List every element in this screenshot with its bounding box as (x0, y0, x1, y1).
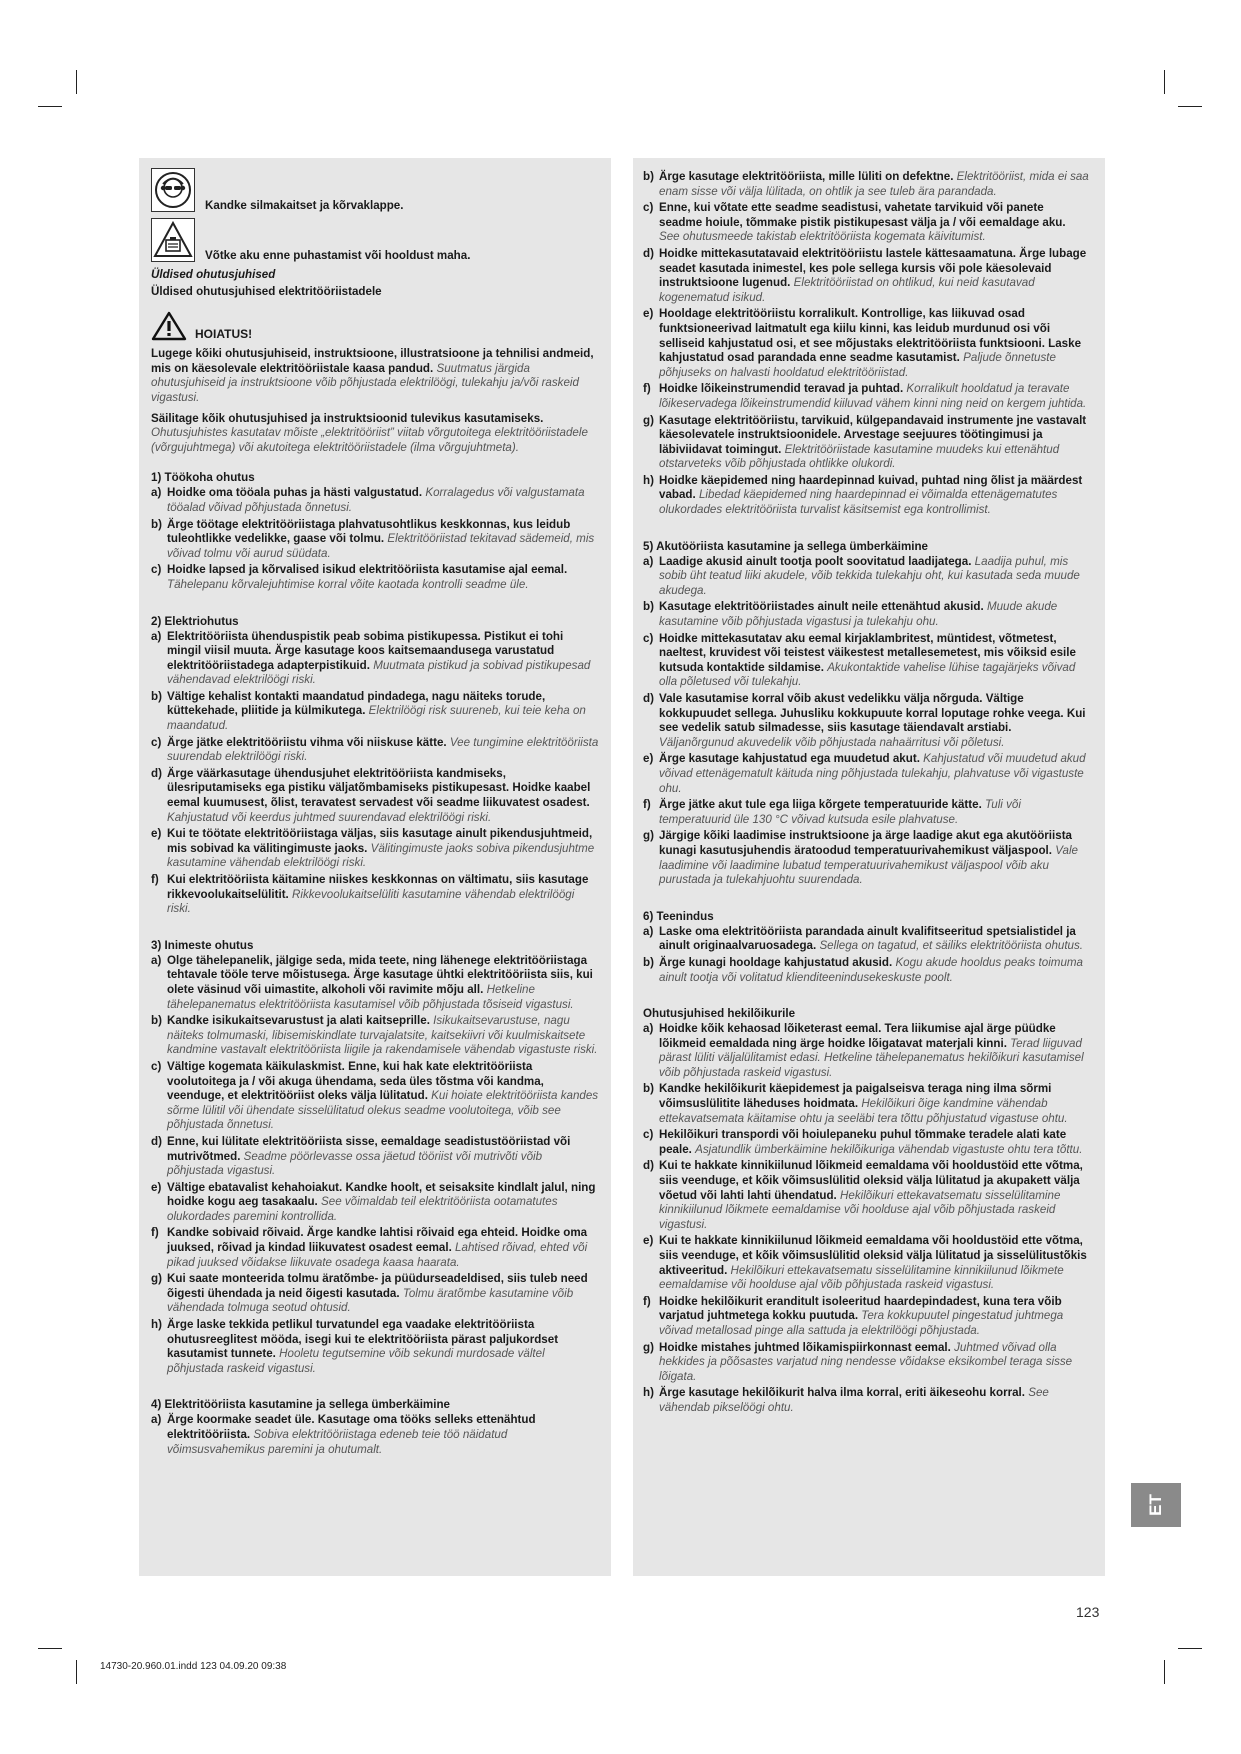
item-italic-text: Kogu akude hooldus peaks toimuma ainult tootja või volitatud klienditeenindusekeskuste poolt. (659, 955, 1083, 984)
item-letter: f) (151, 1226, 159, 1240)
item-bold-text: Kasutage elektritööriistu, tarvikuid, külgepandavaid instrumente jne vastavalt käesolevatele instruktsioonidele. Arvestage seejuures töötingimusi ja läbiviidavat toimingut. (659, 413, 1087, 456)
item-italic-text: See vähendab pikselöögi ohtu. (659, 1386, 1049, 1414)
item-italic-text: Korralikult hooldatud ja teravate lõikeservadega lõikeinstrumendid kiiluvad vähem kinni ning neid on kergem juhtida. (659, 382, 1087, 410)
item-italic-text: Väljanõrgunud akuvedelik võib põhjustada nahaärritusi või põletusi. (659, 735, 1005, 749)
item-bold-text: Kandke isikukaitsevarustust ja alati kaitseprille. (167, 1014, 430, 1028)
warning-text (151, 347, 599, 405)
item-bold-text: Hoidke mittekasutatav aku eemal kirjaklambritest, müntidest, võtmetest, naeltest, kruvidest või teistest väikestest metallesemetest, mis võiksid esile kutsuda kontaktide sildamise. (659, 631, 1076, 674)
list-item (151, 518, 599, 562)
item-letter: b) (643, 955, 654, 969)
item-body (659, 1341, 1089, 1385)
item-bold-text: Kui elektritööriista käitamine niiskes keskkonnas on vältimatu, siis kasutage rikkevoolukaitselülitit. (167, 873, 589, 901)
item-letter: b) (643, 1082, 654, 1096)
list-item (643, 1386, 1089, 1415)
list-item (643, 555, 1089, 599)
section-title: 3) Inimeste ohutus (151, 938, 254, 952)
keep-italic: Ohutusjuhistes kasutatav mõiste „elektritööriist” viitab võrgutoitega elektritööriistadele (võrgujuhtmega) või akutoitega elektritööriistadele (ilma võrgujuhtmeta). (151, 426, 588, 454)
item-bold-text: Kui te hakkate kinnikiilunud lõikmeid eemaldama või hooldustöid ette võtma, siis veenduge, et kõik võimsuslülitid oleksid välja lülitatud ja akupakett välja võetud või lahti lahti ühendatud. (659, 1159, 1083, 1202)
item-letter: c) (151, 735, 162, 749)
item-bold-text: Ärge kasutage kahjustatud ega muudetud akut. (659, 752, 920, 766)
item-body (659, 382, 1089, 411)
list-item (643, 1295, 1089, 1339)
list-item (151, 690, 599, 734)
item-italic-text: See ohutusmeede takistab elektritööriista kogemata käivitumist. (659, 230, 986, 244)
item-body (659, 307, 1089, 380)
item-letter: g) (643, 829, 654, 843)
item-body (167, 1181, 599, 1225)
item-italic-text: Kui hoiate elektritööriista kandes sõrme lülitil või ühendate sisselülitatud olekus seadme voolutoitega, võib see põhjustada õnnetusi. (167, 1089, 599, 1132)
item-italic-text: Muude akude kasutamine võib põhjustada vigastusi ja tulekahju ohu. (659, 600, 1058, 629)
list-item (643, 1341, 1089, 1385)
item-letter: a) (151, 953, 162, 967)
item-body (167, 1226, 599, 1270)
list-item (151, 736, 599, 765)
item-body (659, 1082, 1089, 1126)
item-letter: b) (643, 170, 654, 183)
list-item (151, 1181, 599, 1225)
list-item (643, 247, 1089, 305)
item-body (659, 1386, 1089, 1415)
item-body (659, 414, 1089, 472)
list-item (643, 382, 1089, 411)
item-italic-text: Juhtmed võivad olla hekkides ja põõsastes varjatud ning nendesse võidakse eksikombel teraga sisse lõigata. (659, 1340, 1073, 1383)
item-letter: g) (643, 1340, 654, 1354)
section (151, 471, 599, 592)
language-tab (1131, 1483, 1181, 1527)
item-letter: a) (643, 924, 654, 938)
item-bold-text: Ärge kasutage elektritööriista, mille lüliti on defektne. (659, 170, 954, 183)
item-letter: h) (643, 1386, 654, 1400)
section (643, 910, 1089, 985)
crop-mark (1178, 106, 1202, 107)
item-letter: a) (151, 1413, 162, 1427)
list-item (643, 600, 1089, 629)
item-italic-text: Vale laadimine või laadimine lubatud temperatuurivahemikust väljaspool võib aku purustada ja tulekahjuohtu suurendada. (659, 843, 1079, 887)
item-italic-text: Asjatundlik ümberkäimine hekilõikuriga vähendab vigastuste ohtu tera tõttu. (695, 1142, 1083, 1156)
item-letter: a) (151, 486, 162, 500)
crop-mark (76, 70, 77, 94)
item-body (167, 563, 599, 592)
item-italic-text: Välitingimuste jaoks sobiva pikendusjuhtme kasutamine vähendab elektrilöögi riski. (167, 841, 595, 870)
item-letter: b) (151, 689, 162, 703)
battery-label: Võtke aku enne puhastamist või hooldust maha. (205, 249, 471, 262)
item-body (659, 201, 1089, 245)
item-bold-text: Vale kasutamise korral võib akust vedelikku välja nõrguda. Vältige kokkupuudet sellega. Juhusliku kokkupuute korral loputage rohke veega. Kui see vedelik satub silmadesse, siis kasutage täiendavalt arstiabi. (659, 692, 1086, 735)
item-bold-text: Ärge jätke elektritööriistu vihma või niiskuse kätte. (167, 735, 447, 749)
print-footer: 14730-20.960.01.indd 123 04.09.20 09:38 (100, 1661, 287, 1672)
item-italic-text: Hekilõikuri õige kandmine vähendab ettekavatsemata käitamise ohtu ja seeläbi tera tõttu põhjustatud vigastuse ohtu. (659, 1097, 1068, 1125)
item-italic-text: See võimaldab teil elektritööriista ootamatutes olukordades paremini kontrollida. (167, 1195, 558, 1223)
item-bold-text: Kandke sobivaid rõivaid. Ärge kandke lahtisi rõivaid ega ehteid. Hoidke oma juuksed, rõivad ja kindad liikuvatest osadest eemal. (167, 1226, 588, 1255)
item-letter: b) (151, 1014, 162, 1028)
list-item (643, 201, 1089, 245)
list-item (151, 1272, 599, 1316)
item-body (167, 1413, 599, 1457)
list-item (151, 630, 599, 688)
item-bold-text: Hekilõikuri transpordi või hoiulepaneku puhul tõmmake teradele alati kate peale. (659, 1128, 1067, 1156)
item-body (659, 1022, 1089, 1080)
list-item (643, 474, 1089, 518)
item-bold-text: Laadige akusid ainult tootja poolt soovitatud laadijatega. (659, 554, 972, 568)
section-title: 4) Elektritööriista kasutamine ja sellega ümberkäimine (151, 1398, 450, 1412)
section (151, 615, 599, 917)
section-title: 6) Teenindus (643, 909, 714, 923)
item-body (659, 925, 1089, 954)
item-italic-text: Tolmu äratõmbe kasutamine võib vähendada tolmuga seotud ohtusid. (167, 1286, 574, 1315)
crop-mark (1164, 70, 1165, 94)
item-letter: e) (151, 827, 162, 841)
item-body (659, 170, 1089, 199)
right-column (633, 158, 1105, 1576)
list-item (151, 486, 599, 515)
section (643, 540, 1089, 888)
section (151, 939, 599, 1377)
item-bold-text: Hoidke kõik kehaosad lõiketerast eemal. Tera liikumise ajal ärge püüdke lõikmeid eemaldada ning ärge hoidke lõigatavat materjali kinni. (659, 1022, 1056, 1050)
item-bold-text: Hoidke mistahes juhtmed lõikamispiirkonnast eemal. (659, 1340, 951, 1354)
section (643, 1007, 1089, 1415)
item-italic-text: Elektritööriistade kasutamine muudeks kui ettenähtud otstarveteks võib põhjustada ohtlikke olukordi. (659, 442, 1060, 471)
item-italic-text: Hooletu tegutsemine võib sekundi murdosade vältel põhjustada raskeid vigastusi. (167, 1347, 545, 1375)
item-bold-text: Kui saate monteerida tolmu äratõmbe- ja püüdurseadeldised, siis tuleb need õigesti ühendada ja neid õigesti kasutada. (167, 1272, 588, 1300)
item-body (167, 1318, 599, 1376)
item-bold-text: Ärge laske tekkida petlikul turvatundel ega vaadake elektritööriista ohutusreeglitest mööda, isegi kui te elektritööriista pärast paljukordset kasutamist tunnete. (167, 1318, 559, 1361)
keep-bold: Säilitage kõik ohutusjuhised ja instruktsioonid tulevikus kasutamiseks. (151, 411, 544, 425)
item-body (167, 518, 599, 562)
item-body (659, 1234, 1089, 1292)
section-title: 1) Töökoha ohutus (151, 471, 255, 485)
list-item (643, 632, 1089, 690)
list-item (151, 1318, 599, 1376)
item-bold-text: Hoidke oma tööala puhas ja hästi valgustatud. (167, 486, 423, 500)
warning-bold: Lugege kõiki ohutusjuhiseid, instruktsioone, illustratsioone ja tehnilisi andmeid, mis on käesolevale elektritööriistale kaasa pandud. (151, 347, 594, 375)
item-letter: b) (643, 600, 654, 614)
crop-mark (1164, 1660, 1165, 1684)
item-italic-text: Isikukaitsevarustuse, nagu näiteks tolmumaski, libisemiskindlate turvajalatsite, kaitsekiivri või kuulmiskaitsete kandmine vastavalt elektritööriista liigile ja rakendamisele vähendab vigastuste riski. (167, 1014, 598, 1057)
item-italic-text: Hekilõikuri ettekavatsematu sisselülitamine kinnikiilunud lõikmete eemaldamise või hoolduse ajal võib põhjustada raskeid vigastusi. (659, 1188, 1061, 1231)
list-item (643, 829, 1089, 887)
list-item (643, 1022, 1089, 1080)
list-item (643, 925, 1089, 954)
item-italic-text: Elektritööriistad on ohtlikud, kui neid kasutavad kogenematud isikud. (659, 276, 1035, 304)
item-letter: f) (151, 873, 159, 886)
item-body (167, 954, 599, 1012)
list-item (643, 307, 1089, 380)
item-body (167, 827, 599, 871)
item-bold-text: Laske oma elektritööriista parandada ainult kvalifitseeritud spetsialistidel ja ainult originaalvaruosadega. (659, 924, 1076, 953)
item-body (167, 873, 599, 917)
list-item (643, 752, 1089, 796)
item-italic-text: Hetkeline tähelepanematus elektritööriista kasutamisel võib põhjustada tõsiseid vigastusi. (167, 982, 574, 1011)
crop-mark (76, 1660, 77, 1684)
goggles-label: Kandke silmakaitset ja kõrvaklappe. (205, 199, 404, 212)
list-item (643, 170, 1089, 199)
item-letter: a) (151, 629, 162, 643)
item-bold-text: Ärge kasutage hekilõikurit halva ilma korral, eriti äikeseohu korral. (659, 1386, 1025, 1400)
warning-label: HOIATUS! (195, 327, 253, 342)
item-italic-text: Laadija puhul, mis sobib üht teatud liiki akudele, võib tekkida tulekahju oht, kui kasutada seda muude akudega. (659, 554, 1080, 597)
list-item (151, 767, 599, 825)
item-body (659, 1128, 1089, 1157)
list-item (151, 1060, 599, 1133)
item-letter: b) (151, 517, 162, 531)
item-letter: e) (151, 1180, 162, 1194)
item-body (167, 1060, 599, 1133)
item-body (167, 690, 599, 734)
crop-mark (1178, 1648, 1202, 1649)
item-body (167, 767, 599, 825)
item-bold-text: Ärge koormake seadet üle. Kasutage oma tööks selleks ettenähtud elektritööriista. (167, 1413, 536, 1441)
item-body (167, 486, 599, 515)
item-italic-text: Lahtised rõivad, ehted või pikad juuksed võidakse liikuvate osadega kaasa haarata. (167, 1241, 588, 1269)
list-item (643, 1082, 1089, 1126)
item-letter: f) (643, 798, 651, 812)
item-letter: f) (643, 382, 651, 396)
item-letter: d) (151, 1134, 162, 1148)
item-letter: h) (643, 473, 654, 487)
crop-mark (38, 1648, 62, 1649)
item-letter: d) (643, 246, 654, 260)
item-letter: d) (151, 766, 162, 780)
item-bold-text: Enne, kui lülitate elektritööriista sisse, eemaldage seadistustööriistad või mutrivõtmed. (167, 1134, 571, 1163)
item-letter: d) (643, 692, 654, 705)
goggles-row (151, 168, 599, 212)
item-bold-text: Hoidke lõikeinstrumendid teravad ja puhtad. (659, 382, 904, 396)
item-italic-text: Sellega on tagatud, et säiliks elektritööriista ohutus. (819, 939, 1084, 953)
item-bold-text: Hoidke käepidemed ning haardepinnad kuivad, puhtad ning õlist ja määrdest vabad. (659, 473, 1083, 502)
item-italic-text: Vee tungimine elektritööriista suurendab elektrilöögi riski. (167, 735, 599, 764)
section (151, 1398, 599, 1457)
general-heading: Üldised ohutusjuhised elektritööriistadele (151, 284, 382, 298)
item-body (659, 798, 1089, 827)
section-title: 5) Akutööriista kasutamine ja sellega ümberkäimine (643, 539, 929, 553)
item-italic-text: Paljude õnnetuste põhjuseks on halvasti hooldatud elektritööriistad. (659, 351, 1056, 379)
item-body (659, 474, 1089, 518)
item-bold-text: Hoidke mittekasutatavaid elektritööriistu lastele kättesaamatuna. Ärge lubage seadet kasutada inimestel, kes pole sellega kursis või pole käesolevaid instruktsioone lugenud. (659, 246, 1087, 290)
item-italic-text: Tähelepanu kõrvalejuhtimise korral võite kaotada kontrolli seadme üle. (167, 577, 529, 591)
item-italic-text: Terad liiguvad pärast lüliti väljalülitamist edasi. Hetkeline tähelepanematus hekilõikuri kasutamisel võib põhjustada raskeid vigastusi. (659, 1036, 1084, 1079)
list-item (151, 1014, 599, 1058)
item-italic-text: Akukontaktide vahelise lühise tagajärjeks võivad olla põletused või tulekahju. (659, 660, 1076, 689)
item-bold-text: Hoidke hekilõikurit eranditult isoleeritud haardepindadest, kuna tera võib varjatud juhtmetega kokku puutuda. (659, 1294, 1062, 1323)
item-bold-text: Enne, kui võtate ette seadme seadistusi, vahetate tarvikuid või panete seadme hoiule, tõmmake pistik pistikupesast välja ja / või eemaldage aku. (659, 201, 1066, 229)
item-body (659, 632, 1089, 690)
item-bold-text: Ärge jätke akut tule ega liiga kõrgete temperatuuride kätte. (659, 798, 982, 812)
item-body (659, 692, 1089, 750)
goggles-ear-protection-icon (151, 168, 195, 212)
item-body (659, 1159, 1089, 1232)
list-item (643, 1159, 1089, 1232)
item-body (167, 1135, 599, 1179)
list-item (643, 692, 1089, 750)
list-item (643, 798, 1089, 827)
page-number: 123 (1076, 1604, 1100, 1620)
item-italic-text: Muutmata pistikud ja sobivad pistikupesad vähendavad elektrilöögi riski. (167, 658, 591, 687)
item-letter: c) (151, 563, 162, 577)
warning-row (151, 311, 599, 341)
section-title: Ohutusjuhised hekilõikurile (643, 1007, 796, 1021)
list-item (151, 1413, 599, 1457)
item-bold-text: Hooldage elektritööriistu korralikult. Kontrollige, kas liikuvad osad funktsioneerivad laitmatult ega kiilu kinni, kas leidub murdunud osi või selliseid kahjustatud osi, et see mõjustaks elektritööriista funktsiooni. Laske kahjustatud osad parandada enne seadme kasutamist. (659, 307, 1082, 365)
section (643, 170, 1089, 518)
item-italic-text: Rikkevoolukaitselüliti kasutamine vähendab elektrilöögi riski. (167, 887, 575, 916)
list-item (151, 1135, 599, 1179)
item-bold-text: Ärge väärkasutage ühendusjuhet elektritööriista kandmiseks, ülesriputamiseks ega pistiku väljatõmbamiseks pistikupesast. Hoidke kaabel eemal kuumusest, õlist, teravatest servadest või seadme liikuvatest osadest. (167, 766, 591, 810)
item-bold-text: Ärge kunagi hooldage kahjustatud akusid. (659, 955, 893, 969)
item-bold-text: Vältige kogemata käikulaskmist. Enne, kui hak kate elektritööriista voolutoitega ja / või akuga ühendama, seda üles tõstma või kandma, veenduge, et elektritööriist oleks välja lülitatud. (167, 1059, 544, 1103)
item-bold-text: Kandke hekilõikurit käepidemest ja paigalseisva teraga ning ilma sõrmi võimsuslülitite läheduses hoidmata. (659, 1082, 1052, 1111)
item-body (167, 1272, 599, 1316)
item-italic-text: Elektrilöögi risk suureneb, kui teie keha on maandatud. (167, 704, 586, 733)
item-italic-text: Korralagedus või valgustamata tööalad võivad põhjustada õnnetusi. (167, 486, 585, 514)
left-column (139, 158, 611, 1576)
item-body (167, 1014, 599, 1058)
item-italic-text: Elektritööriistad tekitavad sädemeid, mis võivad tolmu või aurud süüdata. (167, 532, 595, 560)
item-letter: c) (643, 1128, 654, 1142)
item-italic-text: Hekilõikuri ettekavatsematu sisselülitamine kinnikiilunud lõikmete eemaldamise või hoolduse ajal võib põhjustada raskeid vigastusi. (659, 1263, 1064, 1292)
list-item (643, 1234, 1089, 1292)
warning-italic: Suutmatus järgida ohutusjuhiseid ja instruktsioone võib põhjustada elektrilöögi, tulekahju ja/või raskeid vigastusi. (151, 361, 579, 404)
item-italic-text: Seadme pöörlevasse ossa jäetud tööriist või mutrivõti võib põhjustada vigastusi. (167, 1149, 543, 1178)
crop-mark (38, 106, 62, 107)
item-letter: g) (643, 413, 654, 427)
item-italic-text: Kahjustatud või keerdus juhtmed suurendavad elektrilöögi riski. (167, 810, 492, 824)
list-item (151, 873, 599, 917)
item-letter: e) (643, 752, 654, 766)
section-title: 2) Elektriohutus (151, 614, 239, 628)
item-body (659, 1295, 1089, 1339)
item-body (167, 630, 599, 688)
list-item (643, 414, 1089, 472)
item-italic-text: Tera kokkupuutel pingestatud juhtmega võivad metallosad pinge alla sattuda ja elektrilöögi põhjustada. (659, 1309, 1064, 1337)
item-letter: a) (643, 1022, 654, 1036)
item-bold-text: Vältige kehalist kontakti maandatud pindadega, nagu näiteks torude, küttekehade, pliitide ja külmikutega. (167, 689, 546, 718)
remove-battery-icon (151, 218, 195, 262)
item-italic-text: Kahjustatud või muudetud akud võivad ettenägematult käituda ning põhjustada tulekahju, plahvatuse või vigastuste ohu. (659, 752, 1086, 795)
item-bold-text: Elektritööriista ühenduspistik peab sobima pistikupessa. Pistikut ei tohi mingil viisil muuta. Ärge kasutage koos kaitsemaandusega varustatud elektritööriistadega adapterpistikuid. (167, 629, 564, 672)
item-body (659, 555, 1089, 599)
item-bold-text: Kui te töötate elektritööriistaga väljas, siis kasutage ainult pikendusjuhtmeid, mis sobivad ka välitingimuste jaoks. (167, 827, 593, 855)
item-italic-text: Tuli või temperatuurid üle 130 °C võivad kutsuda esile plahvatuse. (659, 798, 1021, 826)
item-letter: c) (643, 631, 654, 645)
warning-triangle-icon (151, 311, 187, 341)
item-letter: c) (643, 201, 654, 215)
item-letter: h) (151, 1318, 162, 1332)
item-body (659, 600, 1089, 629)
general-heading-italic: Üldised ohutusjuhised (151, 268, 276, 281)
list-item (151, 1226, 599, 1270)
list-item (151, 954, 599, 1012)
item-bold-text: Kui te hakkate kinnikiilunud lõikmeid eemaldama või hooldustöid ette võtma, siis veenduge, et kõik võimsuslülitid oleksid välja lülitatud ja sisselülitustõkis aktiveeritud. (659, 1234, 1087, 1277)
item-bold-text: Vältige ebatavalist kehahoiakut. Kandke hoolt, et seisaksite kindlalt jalul, ning hoidke kogu aeg tasakaalu. (167, 1180, 596, 1209)
language-tab-label: ET (1145, 1494, 1165, 1516)
list-item (151, 563, 599, 592)
item-bold-text: Ärge töötage elektritööriistaga plahvatusohtlikus keskkonnas, kus leidub tuleohtlikke vedelikke, gaase või tolmu. (167, 517, 571, 546)
item-body (659, 829, 1089, 887)
item-bold-text: Olge tähelepanelik, jälgige seda, mida teete, ning lähenege elektritööriistaga tehtavale tööle terve mõistusega. Ärge kasutage ühtki elektritööriista siis, kui olete väsinud või uimastite, alkoholi või ravimite mõju all. (167, 953, 593, 996)
item-italic-text: Libedad käepidemed ning haardepinnad ei võimalda ettenägematutes olukordades elektritööriista turvalist käsitsemist ega kontrollimist. (659, 488, 1058, 517)
battery-row (151, 218, 599, 262)
item-body (659, 247, 1089, 305)
item-body (659, 956, 1089, 985)
list-item (643, 956, 1089, 985)
item-letter: c) (151, 1059, 162, 1073)
item-letter: e) (643, 307, 654, 321)
item-letter: e) (643, 1234, 654, 1248)
item-italic-text: Sobiva elektritööriistaga edeneb teie töö näidatud võimsusvahemikus paremini ja ohutumalt. (167, 1428, 508, 1456)
keep-text (151, 412, 599, 456)
item-bold-text: Kasutage elektritööriistades ainult neile ettenähtud akusid. (659, 600, 984, 614)
item-letter: g) (151, 1272, 162, 1286)
item-letter: a) (643, 554, 654, 568)
list-item (643, 1128, 1089, 1157)
item-bold-text: Hoidke lapsed ja kõrvalised isikud elektritööriista kasutamise ajal eemal. (167, 563, 568, 577)
item-italic-text: Elektritööriist, mida ei saa enam sisse või välja lülitada, on ohtlik ja see tuleb ära parandada. (659, 170, 1089, 198)
item-body (659, 752, 1089, 796)
item-body (167, 736, 599, 765)
item-letter: d) (643, 1159, 654, 1173)
list-item (151, 827, 599, 871)
item-letter: f) (643, 1294, 651, 1308)
item-bold-text: Järgige kõiki laadimise instruktsioone ja ärge laadige akut ega akutööriista kunagi kasutusjuhendis äratoodud temperatuurivahemikust väljaspool. (659, 829, 1073, 857)
